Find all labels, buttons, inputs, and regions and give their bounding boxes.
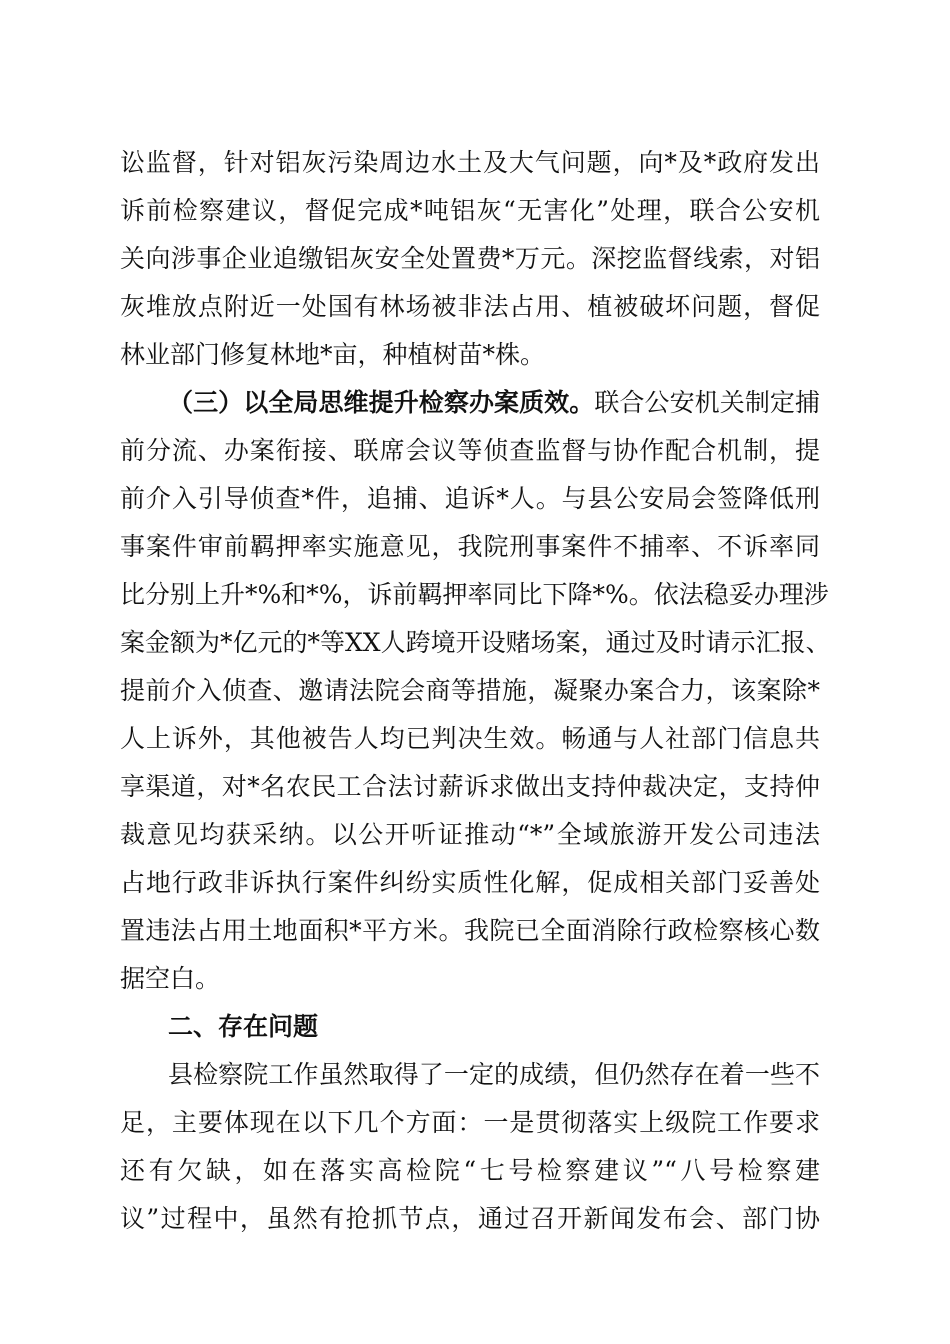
body-text-line: 裁意见均获采纳。以公开听证推动“*”全域旅游开发公司违法 [120, 820, 820, 849]
body-text-line: 事案件审前羁押率实施意见，我院刑事案件不捕率、不诉率同 [120, 532, 820, 561]
body-text-line: 人上诉外，其他被告人均已判决生效。畅通与人社部门信息共 [120, 724, 820, 753]
body-text-line: 置违法占用土地面积*平方米。我院已全面消除行政检察核心数 [120, 916, 820, 945]
body-text-line: 关向涉事企业追缴铝灰安全处置费*万元。深挖监督线索，对铝 [120, 244, 820, 273]
body-text-line: 前分流、办案衔接、联席会议等侦查监督与协作配合机制，提 [120, 436, 820, 465]
body-text-line: 讼监督，针对铝灰污染周边水土及大气问题，向*及*政府发出 [120, 148, 820, 177]
body-text-line: 享渠道，对*名农民工合法讨薪诉求做出支持仲裁决定，支持仲 [120, 772, 820, 801]
body-text-line: 议”过程中，虽然有抢抓节点，通过召开新闻发布会、部门协 [120, 1204, 820, 1233]
body-text-line: 足，主要体现在以下几个方面：一是贯彻落实上级院工作要求 [120, 1108, 820, 1137]
body-text-line: 提前介入侦查、邀请法院会商等措施，凝聚办案合力，该案除* [120, 676, 820, 705]
body-text-line: 还有欠缺，如在落实高检院“七号检察建议”“八号检察建 [120, 1156, 820, 1185]
body-text-line: 县检察院工作虽然取得了一定的成绩，但仍然存在着一些不 [168, 1060, 820, 1089]
body-text-line: 诉前检察建议，督促完成*吨铝灰“无害化”处理，联合公安机 [120, 196, 820, 225]
section-heading: 二、存在问题 [168, 1012, 319, 1041]
subheading-text: 联合公安机关制定捕 [594, 388, 820, 417]
body-text-line: 灰堆放点附近一处国有林场被非法占用、植被破坏问题，督促 [120, 292, 820, 321]
subheading-title: （三）以全局思维提升检察办案质效。 [168, 388, 595, 417]
body-text-line: 林业部门修复林地*亩，种植树苗*株。 [120, 340, 546, 369]
body-text-line: 前介入引导侦查*件，追捕、追诉*人。与县公安局会签降低刑 [120, 484, 820, 513]
subheading-paragraph-start [168, 383, 820, 423]
body-text-line: 比分别上升*%和*%，诉前羁押率同比下降*%。依法稳妥办理涉 [120, 580, 829, 609]
body-text-line: 占地行政非诉执行案件纠纷实质性化解，促成相关部门妥善处 [120, 868, 820, 897]
body-text-line: 案金额为*亿元的*等XX人跨境开设赌场案，通过及时请示汇报、 [120, 628, 831, 657]
body-text-line: 据空白。 [120, 964, 221, 993]
